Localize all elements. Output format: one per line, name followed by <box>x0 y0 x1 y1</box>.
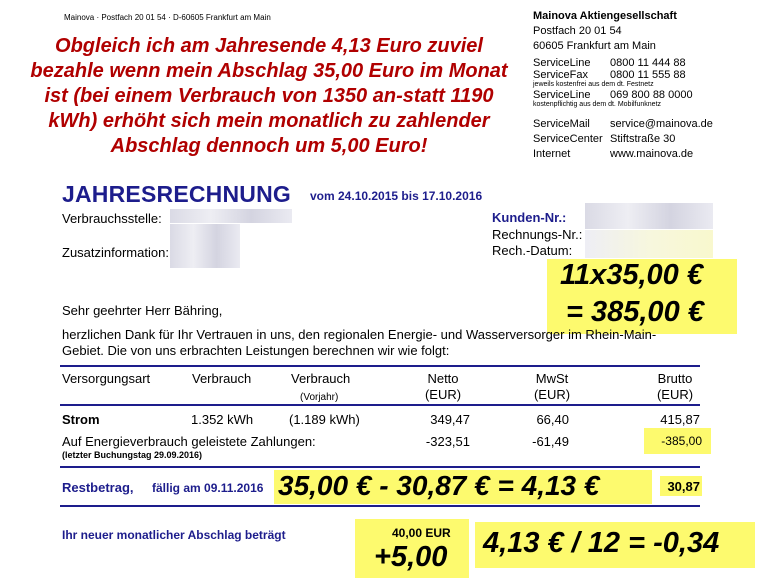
sender-line: Mainova · Postfach 20 01 54 · D-60605 Frankfurt am Main <box>64 13 271 22</box>
internet-label: Internet <box>533 148 571 160</box>
serviceline2-label: ServiceLine <box>533 89 591 101</box>
redacted-rechnung <box>585 230 713 258</box>
servicefax-value: 0800 11 555 88 <box>610 69 686 81</box>
red-annotation: Obgleich ich am Jahresende 4,13 Euro zuviel bezahle wenn mein Abschlag 35,00 Euro im Monat ist (bei einem Verbrauch von 1350 an-statt 1190 kWh) erhöht sich mein monatlich zu zahlender Abschlag dennoch um 5,00 Euro! <box>30 35 508 157</box>
zusatz-label: Zusatzinformation: <box>62 245 169 260</box>
company-postbox: Postfach 20 01 54 <box>533 25 622 37</box>
abschlag-label: Ihr neuer monatlicher Abschlag beträgt <box>62 528 286 542</box>
rest-brutto: 30,87 <box>667 479 700 494</box>
calc2: 35,00 € - 30,87 € = 4,13 € <box>278 470 600 501</box>
rest-label: Restbetrag, <box>62 480 134 495</box>
th-brutto: Brutto <box>657 371 693 386</box>
company-address <box>533 9 677 54</box>
contact-block <box>533 57 713 162</box>
zahlungen-mwst: -61,49 <box>532 434 569 449</box>
servicefax-label: ServiceFax <box>533 69 589 81</box>
th-art: Versorgungsart <box>62 371 151 386</box>
serviceline2-value: 069 800 88 0000 <box>610 89 693 101</box>
letter-body: herzlichen Dank für Ihr Vertrauen in uns, den regionalen Energie- und Wasserversorger im Rhein-Main-Gebiet. Die von uns erbrachten Leistungen berechnen wir wie folgt: <box>62 327 657 358</box>
table-rule-2 <box>60 466 700 468</box>
strom-verbrauch: 1.352 kWh <box>191 412 254 427</box>
rechnungs-label: Rechnungs-Nr.: <box>492 227 583 242</box>
serviceline-value: 0800 11 444 88 <box>610 57 686 69</box>
th-brutto-unit: (EUR) <box>656 387 694 402</box>
strom-art: Strom <box>62 412 100 427</box>
kunden-label: Kunden-Nr.: <box>492 210 567 225</box>
redacted-kunden <box>585 203 713 229</box>
strom-netto: 349,47 <box>430 412 470 427</box>
mail-label: ServiceMail <box>533 118 590 130</box>
company-name: Mainova Aktiengesellschaft <box>533 10 677 22</box>
company-city: 60605 Frankfurt am Main <box>533 40 656 52</box>
mobile-note: kostenpflichtig aus dem dt. Mobilfunknetz <box>533 101 662 108</box>
th-vorjahr: (Vorjahr) <box>300 392 339 403</box>
zahlungen-brutto: -385,00 <box>661 434 702 448</box>
th-mwst-unit: (EUR) <box>533 387 571 402</box>
th-netto-unit: (EUR) <box>424 387 462 402</box>
redacted-info <box>170 224 240 268</box>
calc1-line2: = 385,00 € <box>566 296 704 328</box>
table-header-rule <box>60 404 700 406</box>
zahlungen-sub: (letzter Buchungstag 29.09.2016) <box>62 450 203 460</box>
rest-faellig: fällig am 09.11.2016 <box>152 481 264 495</box>
th-verbrauch: Verbrauch <box>192 371 252 386</box>
invoice-title: JAHRESRECHNUNG <box>62 181 291 207</box>
th-netto: Netto <box>427 371 459 386</box>
table-rule-3 <box>60 505 700 507</box>
internet-value[interactable]: www.mainova.de <box>610 148 694 160</box>
th-verbrauch-vj: Verbrauch <box>291 371 351 386</box>
mail-value[interactable]: service@mainova.de <box>610 118 713 130</box>
calc1-line1: 11x35,00 € <box>560 259 703 291</box>
th-mwst: MwSt <box>535 371 569 386</box>
datum-label: Rech.-Datum: <box>492 243 573 258</box>
center-value: Stiftstraße 30 <box>610 133 676 145</box>
zahlungen-netto: -323,51 <box>425 434 470 449</box>
table-top-rule <box>60 365 700 367</box>
strom-brutto: 415,87 <box>660 412 700 427</box>
plus-five: +5,00 <box>374 541 448 573</box>
strom-mwst: 66,40 <box>536 412 569 427</box>
invoice-period: vom 24.10.2015 bis 17.10.2016 <box>310 189 483 203</box>
redacted-address <box>170 209 292 223</box>
abschlag-value: 40,00 EUR <box>392 526 451 540</box>
greeting: Sehr geehrter Herr Bähring, <box>62 303 223 318</box>
zahlungen-label: Auf Energieverbrauch geleistete Zahlungen: <box>62 434 316 449</box>
calc3: 4,13 € / 12 = -0,34 <box>483 527 720 559</box>
center-label: ServiceCenter <box>533 133 603 145</box>
serviceline-label: ServiceLine <box>533 57 591 69</box>
verbrauchsstelle-label: Verbrauchsstelle: <box>62 211 162 226</box>
free-note: jeweils kostenfrei aus dem dt. Festnetz <box>533 81 654 88</box>
strom-vorjahr: (1.189 kWh) <box>289 412 360 427</box>
